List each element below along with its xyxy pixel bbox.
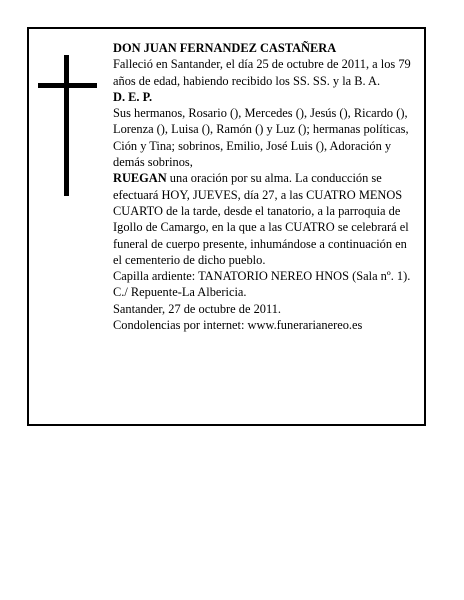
cross-vertical-bar [64, 55, 69, 196]
condolences-line: Condolencias por internet: www.funerarianereo.es [113, 318, 363, 333]
funeral-details [113, 170, 418, 268]
obituary-text [113, 40, 418, 333]
place-date: Santander, 27 de octubre de 2011. [113, 301, 281, 316]
rest-in-peace: D. E. P. [113, 89, 153, 104]
cross-horizontal-bar [38, 83, 97, 88]
deceased-name: DON JUAN FERNANDEZ CASTAÑERA [113, 41, 337, 55]
ruegan-word: RUEGAN [113, 171, 167, 186]
family-list: Sus hermanos, Rosario (), Mercedes (), Jesús (), Ricardo (), Lorenza (), Luisa (), Ramón () y Luz (); hermanas políticas, Ción y Tina; sobrinos, Emilio, José Luis (), Adoración y demás sobrinos, [113, 106, 409, 170]
funeral-text: una oración por su alma. La conducción se efectuará HOY, JUEVES, día 27, a las CUATRO MENOS CUARTO de la tarde, desde el tanatorio, a la parroquia de Igollo de Camargo, en la que a las CUATRO se celebrará el funeral de cuerpo presente, inhumándose a continuación en el cementerio de dicho pueblo. [113, 171, 409, 267]
death-announcement: Falleció en Santander, el día 25 de octubre de 2011, a los 79 años de edad, habiendo recibido los SS. SS. y la B. A. [113, 57, 411, 88]
chapel-info: Capilla ardiente: TANATORIO NEREO HNOS (Sala nº. 1). C./ Repuente-La Albericia. [113, 269, 411, 300]
